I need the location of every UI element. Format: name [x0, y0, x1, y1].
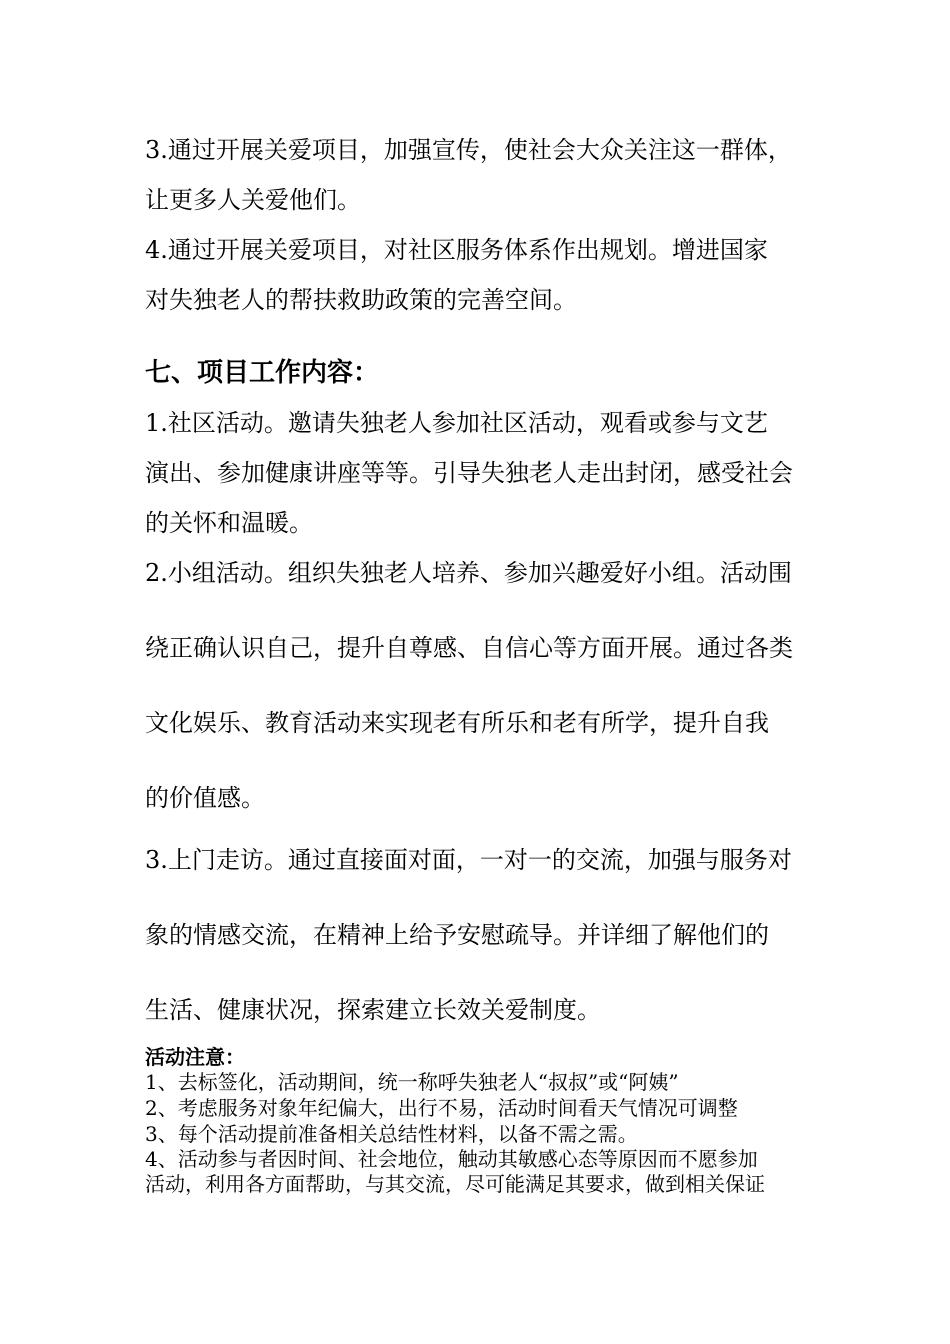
note-item: 1、去标签化，活动期间，统一称呼失独老人“叔叔”或“阿姨”	[145, 1070, 679, 1094]
section-heading: 七、项目工作内容：	[145, 358, 380, 388]
notes-title: 活动注意：	[145, 1045, 245, 1069]
paragraph-line: 的价值感。	[145, 784, 265, 812]
paragraph-line: 对失独老人的帮扶救助政策的完善空间。	[145, 286, 577, 314]
paragraph-line: 文化娱乐、教育活动来实现老有所乐和老有所学，提升自我	[145, 709, 769, 737]
paragraph-line: 绕正确认识自己，提升自尊感、自信心等方面开展。通过各类	[145, 634, 793, 662]
paragraph-line: 象的情感交流，在精神上给予安慰疏导。并详细了解他们的	[145, 921, 769, 949]
paragraph-line: 让更多人关爱他们。	[145, 186, 361, 214]
paragraph-line: 1.社区活动。邀请失独老人参加社区活动，观看或参与文艺	[145, 409, 768, 437]
note-item: 3、每个活动提前准备相关总结性材料，以备不需之需。	[145, 1122, 638, 1146]
paragraph-line: 4.通过开展关爱项目，对社区服务体系作出规划。增进国家	[145, 236, 768, 264]
paragraph-line: 3.通过开展关爱项目，加强宣传，使社会大众关注这一群体，	[145, 136, 792, 164]
paragraph-line: 演出、参加健康讲座等等。引导失独老人走出封闭，感受社会	[145, 459, 793, 487]
paragraph-line: 3.上门走访。通过直接面对面，一对一的交流，加强与服务对	[145, 846, 792, 874]
note-item: 活动，利用各方面帮助，与其交流，尽可能满足其要求，做到相关保证	[145, 1172, 765, 1196]
note-item: 2、考虑服务对象年纪偏大，出行不易，活动时间看天气情况可调整	[145, 1096, 738, 1120]
paragraph-line: 生活、健康状况，探索建立长效关爱制度。	[145, 996, 601, 1024]
paragraph-line: 2.小组活动。组织失独老人培养、参加兴趣爱好小组。活动围	[145, 559, 792, 587]
paragraph-line: 的关怀和温暖。	[145, 509, 313, 537]
note-item: 4、活动参与者因时间、社会地位，触动其敏感心态等原因而不愿参加	[145, 1147, 758, 1171]
